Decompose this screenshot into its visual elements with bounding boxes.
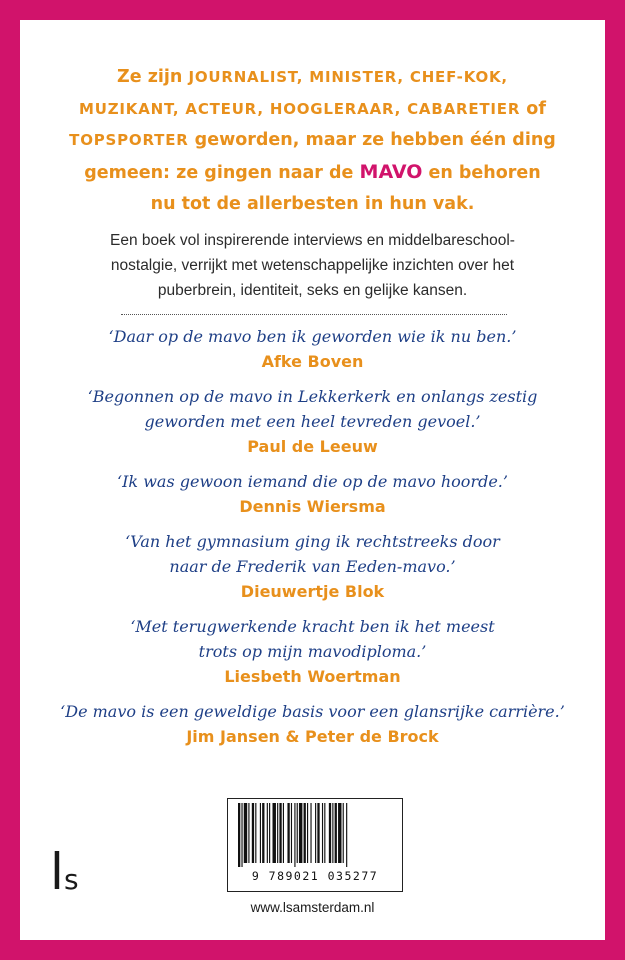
barcode-bar: [329, 803, 331, 863]
barcode-bars: [236, 803, 394, 867]
quote-text: naar de Frederik van Eeden-mavo.’: [169, 557, 456, 576]
barcode-bar: [238, 803, 240, 867]
description-line: puberbrein, identiteit, seks en gelijke kansen.: [157, 282, 468, 299]
professions-2: MUZIKANT, ACTEUR, HOOGLERAAR, CABARETIER: [79, 99, 521, 118]
barcode-bar: [304, 803, 306, 863]
barcode-bar: [283, 803, 284, 863]
quote-item: [20, 614, 605, 689]
barcode-bar: [307, 803, 308, 863]
professions-3: TOPSPORTER: [69, 131, 189, 149]
quotes-list: [20, 324, 605, 759]
description: [20, 228, 605, 303]
intro-text-segment: geworden, maar ze hebben één ding: [188, 130, 556, 150]
barcode-bar: [315, 803, 316, 863]
intro-line-4: [20, 157, 605, 190]
quote-item: [20, 469, 605, 519]
quote-item: [20, 324, 605, 374]
barcode-bar: [322, 803, 323, 863]
back-cover: [20, 20, 605, 940]
quote-text: trots op mijn mavodiploma.’: [198, 642, 427, 661]
quote-author: Dennis Wiersma: [239, 497, 386, 516]
dotted-divider: [121, 314, 507, 315]
barcode-bar: [279, 803, 281, 863]
quote-author: Dieuwertje Blok: [240, 582, 385, 601]
quote-item: [20, 699, 605, 749]
intro-line-1: [20, 62, 605, 94]
publisher-website: www.lsamsterdam.nl: [250, 900, 375, 915]
professions-1: JOURNALIST, MINISTER, CHEF-KOK,: [188, 68, 508, 86]
quote-text: geworden met een heel tevreden gevoel.’: [144, 412, 481, 431]
barcode-bar: [310, 803, 311, 863]
quote-text: ‘Van het gymnasium ging ik rechtstreeks door: [125, 532, 500, 551]
barcode-bar: [262, 803, 264, 863]
intro-text-segment: Ze zijn: [117, 67, 189, 87]
barcode-bar: [277, 803, 278, 863]
barcode-bar: [317, 803, 319, 863]
barcode-bar: [267, 803, 268, 863]
barcode-bar: [299, 803, 302, 863]
barcode-bar: [338, 803, 341, 863]
intro-text-segment: gemeen: ze gingen naar de: [84, 162, 360, 183]
barcode-bar: [324, 803, 325, 863]
quote-text: ‘De mavo is een geweldige basis voor een glansrijke carrière.’: [60, 702, 565, 721]
barcode-bar: [241, 803, 242, 867]
description-line: Een boek vol inspirerende interviews en middelbareschool-: [110, 232, 515, 249]
barcode-bar: [335, 803, 337, 863]
quote-item: [20, 529, 605, 604]
barcode-bar: [294, 803, 295, 867]
logo-letter-l: l: [50, 843, 64, 901]
quote-item: [20, 384, 605, 459]
barcode-bar: [297, 803, 298, 863]
barcode-bar: [255, 803, 256, 863]
barcode-bar: [287, 803, 289, 863]
publisher-logo: [48, 842, 88, 902]
barcode-bar: [346, 803, 347, 867]
logo-letter-s: s: [64, 863, 79, 896]
intro-line-3: [20, 125, 605, 157]
barcode-bar: [273, 803, 276, 863]
description-line: nostalgie, verrijkt met wetenschappelijke inzichten over het: [110, 257, 515, 274]
intro-text-segment: of: [520, 98, 546, 119]
quote-author: Jim Jansen & Peter de Brock: [186, 727, 439, 746]
mavo-highlight: MAVO: [359, 160, 423, 183]
quote-text: ‘Begonnen op de mavo in Lekkerkerk en onlangs zestig: [87, 387, 538, 406]
quote-text: ‘Met terugwerkende kracht ben ik het meest: [130, 617, 495, 636]
barcode-bar: [332, 803, 333, 863]
barcode-bar: [343, 803, 344, 863]
barcode-bar: [252, 803, 254, 863]
quote-author: Liesbeth Woertman: [224, 667, 401, 686]
intro-text-segment: en behoren: [422, 162, 541, 183]
barcode-bar: [291, 803, 292, 863]
intro-text: [20, 62, 605, 221]
intro-text-segment: nu tot de allerbesten in hun vak.: [150, 194, 475, 214]
barcode-bar: [248, 803, 249, 863]
isbn-barcode: [227, 798, 403, 892]
barcode-bar: [244, 803, 247, 863]
quote-text: ‘Ik was gewoon iemand die op de mavo hoorde.’: [117, 472, 508, 491]
quote-author: Paul de Leeuw: [247, 437, 378, 456]
intro-line-2: [20, 94, 605, 126]
barcode-bar: [269, 803, 270, 863]
isbn-number: 9 789021 035277: [251, 869, 379, 883]
intro-line-5: [20, 189, 605, 221]
barcode-bar: [260, 803, 261, 863]
quote-text: ‘Daar op de mavo ben ik geworden wie ik nu ben.’: [108, 327, 517, 346]
quote-author: Afke Boven: [261, 352, 364, 371]
